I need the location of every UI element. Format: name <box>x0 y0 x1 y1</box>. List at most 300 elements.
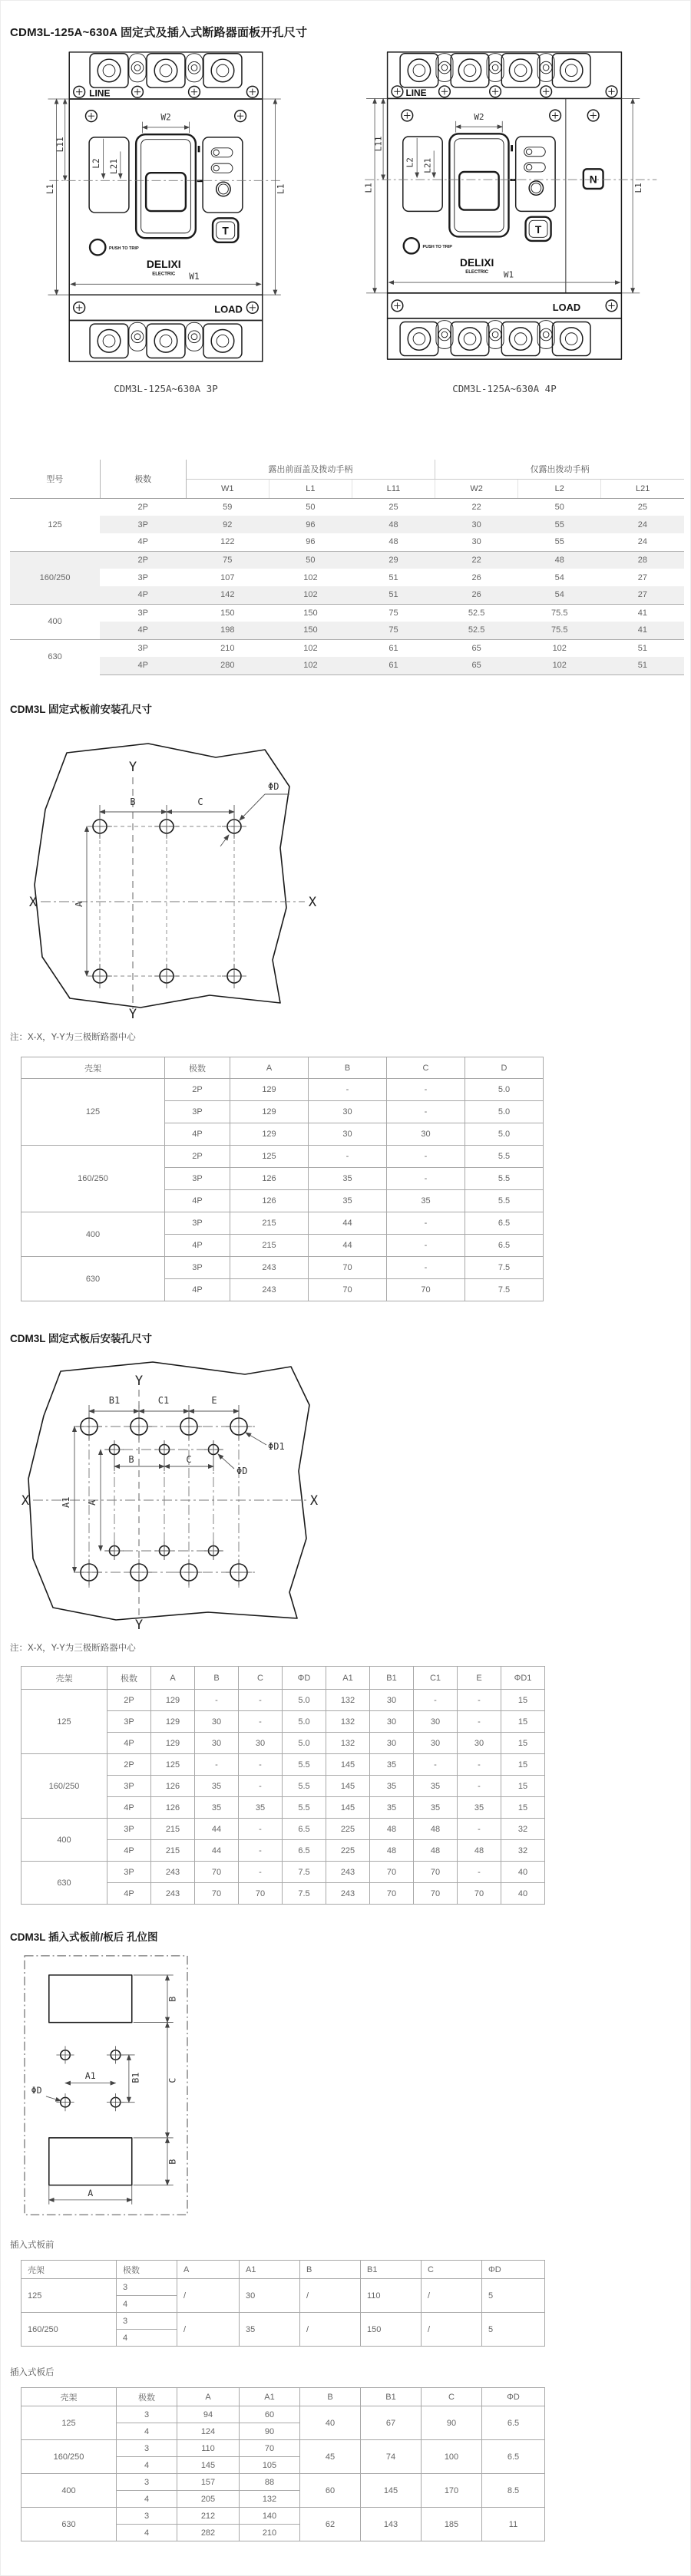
value-cell: 225 <box>326 1819 370 1840</box>
value-cell: 243 <box>151 1883 195 1905</box>
poles-cell: 3P <box>100 639 186 657</box>
poles-cell: 2P <box>137 502 148 512</box>
value-cell: 15 <box>501 1711 545 1733</box>
value-cell: 129 <box>230 1079 309 1101</box>
value-cell: / <box>177 2313 240 2347</box>
value-cell: 102 <box>518 639 601 657</box>
value-cell: 5.5 <box>465 1190 544 1212</box>
dim-a1: A1 <box>61 1496 71 1508</box>
value-cell: 32 <box>501 1819 545 1840</box>
value-cell: 94 <box>177 2406 240 2423</box>
value-cell: 5 <box>482 2313 545 2347</box>
value-cell: 5.0 <box>465 1079 544 1101</box>
axis-y-top: Y <box>128 760 137 775</box>
value-cell: 60 <box>300 2474 361 2508</box>
value-cell: 40 <box>300 2406 361 2440</box>
value-cell: 92 <box>186 516 269 533</box>
value-cell: 129 <box>151 1690 195 1711</box>
frame-cell: 160/250 <box>21 1146 165 1212</box>
dim-b1: B1 <box>130 2072 141 2083</box>
value-cell: 70 <box>309 1279 387 1301</box>
plugin-drawing <box>21 1953 191 2218</box>
value-cell: 48 <box>414 1819 458 1840</box>
value-cell: 129 <box>230 1101 309 1123</box>
value-cell: / <box>177 2279 240 2313</box>
value-cell: - <box>195 1754 239 1776</box>
value-cell: 30 <box>239 1733 283 1754</box>
value-cell: 54 <box>518 586 601 604</box>
dim-l2: L2 <box>91 158 102 169</box>
value-cell: 35 <box>458 1797 501 1819</box>
value-cell: 25 <box>637 502 648 512</box>
caption-3p: CDM3L-125A~630A 3P <box>114 383 218 394</box>
value-cell: 145 <box>326 1776 370 1797</box>
brand-sub: ELECTRIC <box>465 270 489 275</box>
value-cell: 110 <box>361 2279 422 2313</box>
dim-c1: C1 <box>157 1395 170 1406</box>
poles-cell: 4P <box>100 657 186 675</box>
dim-e: E <box>211 1395 217 1406</box>
value-cell: 6.5 <box>283 1840 326 1862</box>
table-row <box>21 1862 545 1883</box>
value-cell: 48 <box>370 1840 414 1862</box>
value-cell: 48 <box>370 1819 414 1840</box>
value-cell: 28 <box>601 551 684 569</box>
value-cell: 215 <box>151 1819 195 1840</box>
col-header: B1 <box>361 2388 422 2406</box>
dim-l1: L1 <box>45 183 55 194</box>
axis-y-bottom: Y <box>128 1007 137 1020</box>
value-cell: 70 <box>195 1862 239 1883</box>
col-header: C <box>422 2261 482 2279</box>
value-cell: 74 <box>361 2440 422 2474</box>
dim-l21: L21 <box>109 158 120 175</box>
value-cell: 210 <box>240 2525 300 2541</box>
value-cell: 5.5 <box>283 1776 326 1797</box>
poles-cell: 3 <box>117 2313 177 2330</box>
value-cell: / <box>422 2279 482 2313</box>
model-cell: 160/250 <box>10 551 100 604</box>
value-cell: 126 <box>230 1168 309 1190</box>
dim-a: A <box>88 2188 94 2199</box>
frame-cell: 400 <box>21 1212 165 1257</box>
value-cell: - <box>309 1146 387 1168</box>
poles-cell: 3 <box>117 2406 177 2423</box>
value-cell: 126 <box>151 1776 195 1797</box>
value-cell: 52.5 <box>435 604 518 622</box>
value-cell: - <box>387 1235 465 1257</box>
value-cell: 243 <box>230 1279 309 1301</box>
poles-cell: 4P <box>165 1235 230 1257</box>
col-group-handle: 仅露出拨动手柄 <box>435 460 684 479</box>
model-cell: 125 <box>10 498 100 551</box>
value-cell: 26 <box>435 586 518 604</box>
value-cell: 6.5 <box>465 1235 544 1257</box>
value-cell: 132 <box>240 2491 300 2508</box>
poles-cell: 4 <box>117 2457 177 2474</box>
value-cell: 61 <box>352 639 435 657</box>
table-row <box>21 2313 545 2330</box>
panel-cutout-table <box>10 460 684 675</box>
table-row <box>21 1667 545 1690</box>
value-cell: 40 <box>501 1862 545 1883</box>
value-cell: 70 <box>309 1257 387 1279</box>
t-button-label: T <box>222 224 229 237</box>
axis-y-bottom: Y <box>134 1618 144 1633</box>
value-cell: 70 <box>414 1862 458 1883</box>
frame-cell: 630 <box>21 2508 117 2541</box>
col-header-l1: L1 <box>269 479 352 498</box>
value-cell: 30 <box>309 1101 387 1123</box>
value-cell: 30 <box>240 2279 300 2313</box>
col-group-front: 露出前面盖及拨动手柄 <box>186 460 435 479</box>
poles-cell: 3 <box>117 2440 177 2457</box>
value-cell: 5.0 <box>283 1690 326 1711</box>
value-cell: 7.5 <box>283 1862 326 1883</box>
poles-cell: 4P <box>165 1279 230 1301</box>
value-cell: 35 <box>414 1776 458 1797</box>
value-cell: 5.5 <box>283 1754 326 1776</box>
value-cell: 30 <box>414 1733 458 1754</box>
poles-cell: 4 <box>117 2491 177 2508</box>
rear-mount-drawing <box>16 1350 323 1634</box>
table-row <box>21 1146 544 1168</box>
value-cell: - <box>387 1168 465 1190</box>
value-cell: 132 <box>326 1733 370 1754</box>
value-cell: 44 <box>309 1235 387 1257</box>
value-cell: 75 <box>186 551 269 569</box>
table-row <box>21 2406 545 2423</box>
poles-cell: 3P <box>165 1101 230 1123</box>
model-cell: 400 <box>10 604 100 639</box>
value-cell: 90 <box>240 2423 300 2440</box>
value-cell: 24 <box>601 516 684 533</box>
value-cell: 30 <box>195 1733 239 1754</box>
value-cell: 35 <box>195 1797 239 1819</box>
frame-cell: 160/250 <box>21 2313 117 2347</box>
axis-x-right: X <box>308 895 317 910</box>
value-cell: 44 <box>309 1212 387 1235</box>
value-cell: - <box>195 1690 239 1711</box>
col-header: C <box>239 1667 283 1690</box>
col-header: ΦD <box>482 2388 545 2406</box>
value-cell: 30 <box>309 1123 387 1146</box>
table-row <box>10 498 684 516</box>
value-cell: 70 <box>239 1883 283 1905</box>
load-label: LOAD <box>214 303 243 315</box>
value-cell: 30 <box>471 537 481 547</box>
table-row <box>21 2279 545 2296</box>
frame-cell: 160/250 <box>21 2440 117 2474</box>
poles-cell: 4 <box>117 2330 177 2347</box>
value-cell: 102 <box>303 572 318 582</box>
poles-cell: 4P <box>100 586 186 604</box>
value-cell: 129 <box>151 1711 195 1733</box>
value-cell: - <box>458 1776 501 1797</box>
value-cell: 143 <box>361 2508 422 2541</box>
value-cell: 11 <box>482 2508 545 2541</box>
axis-x-left: X <box>28 895 38 910</box>
dim-c: C <box>197 797 203 807</box>
poles-cell: 3P <box>107 1776 151 1797</box>
value-cell: 142 <box>186 586 269 604</box>
value-cell: 5 <box>482 2279 545 2313</box>
value-cell: 122 <box>220 537 235 547</box>
value-cell: 52.5 <box>435 622 518 639</box>
brand-logo: DELIXI <box>146 258 181 271</box>
value-cell: 125 <box>230 1146 309 1168</box>
poles-cell: 4P <box>100 622 186 639</box>
value-cell: 125 <box>151 1754 195 1776</box>
dim-a1: A1 <box>84 2070 96 2081</box>
poles-cell: 3P <box>107 1711 151 1733</box>
value-cell: 75.5 <box>518 622 601 639</box>
plugin-title: CDM3L 插入式板前/板后 孔位图 <box>10 1931 158 1943</box>
value-cell: 6.5 <box>482 2440 545 2474</box>
poles-cell: 4P <box>165 1190 230 1212</box>
value-cell: 150 <box>186 604 269 622</box>
table-row <box>10 516 684 533</box>
value-cell: 6.5 <box>482 2406 545 2440</box>
value-cell: 26 <box>471 572 481 582</box>
table-row <box>21 2508 545 2525</box>
value-cell: 51 <box>352 586 435 604</box>
value-cell: - <box>458 1862 501 1883</box>
table-row <box>21 1257 544 1279</box>
value-cell: 102 <box>518 657 601 675</box>
value-cell: 30 <box>370 1690 414 1711</box>
plugin-front-label: 插入式板前 <box>10 2241 55 2250</box>
dim-b-top: B <box>167 1996 178 2002</box>
value-cell: 35 <box>370 1797 414 1819</box>
col-header: A1 <box>240 2261 300 2279</box>
value-cell: 32 <box>501 1840 545 1862</box>
col-header: 壳架 <box>21 1057 165 1079</box>
col-header: C1 <box>414 1667 458 1690</box>
dim-w1: W1 <box>189 271 200 282</box>
col-header: 壳架 <box>21 2261 117 2279</box>
value-cell: 65 <box>435 657 518 675</box>
poles-cell: 3 <box>117 2474 177 2491</box>
value-cell: 15 <box>501 1733 545 1754</box>
value-cell: 65 <box>435 639 518 657</box>
value-cell: - <box>414 1690 458 1711</box>
value-cell: - <box>458 1754 501 1776</box>
col-header-l11: L11 <box>352 479 435 498</box>
value-cell: 5.5 <box>283 1797 326 1819</box>
value-cell: 44 <box>195 1840 239 1862</box>
value-cell: - <box>239 1862 283 1883</box>
poles-cell: 2P <box>100 551 186 569</box>
frame-cell: 400 <box>21 2474 117 2508</box>
value-cell: 22 <box>471 502 481 512</box>
t-button-label: T <box>534 223 542 236</box>
table-row <box>10 551 684 569</box>
value-cell: 51 <box>601 639 684 657</box>
rear-mount-note: 注：X-X，Y-Y为三极断路器中心 <box>10 1644 136 1653</box>
value-cell: 70 <box>370 1862 414 1883</box>
poles-cell: 3P <box>165 1212 230 1235</box>
poles-cell: 4 <box>117 2525 177 2541</box>
value-cell: - <box>239 1711 283 1733</box>
poles-cell: 4P <box>107 1733 151 1754</box>
front-mount-drawing <box>19 719 326 1020</box>
table-row <box>21 1057 544 1079</box>
value-cell: 8.5 <box>482 2474 545 2508</box>
value-cell: 243 <box>326 1883 370 1905</box>
value-cell: 67 <box>361 2406 422 2440</box>
dim-l1: L1 <box>363 183 374 193</box>
value-cell: 70 <box>414 1883 458 1905</box>
value-cell: 5.5 <box>465 1146 544 1168</box>
brand-logo: DELIXI <box>460 256 494 269</box>
dim-a: A <box>87 1499 98 1506</box>
value-cell: 75.5 <box>518 604 601 622</box>
col-header: A1 <box>240 2388 300 2406</box>
front-mount-table <box>21 1057 544 1301</box>
value-cell: 50 <box>554 502 564 512</box>
dim-w1: W1 <box>503 269 514 280</box>
value-cell: 75 <box>352 622 435 639</box>
table-row <box>10 569 684 586</box>
value-cell: 6.5 <box>465 1212 544 1235</box>
value-cell: 75 <box>352 604 435 622</box>
caption-4p: CDM3L-125A~630A 4P <box>452 383 557 394</box>
table-row <box>21 2388 545 2406</box>
poles-cell: 2P <box>107 1754 151 1776</box>
value-cell: 44 <box>195 1819 239 1840</box>
col-header: 壳架 <box>21 1667 107 1690</box>
col-header-model: 型号 <box>10 460 100 498</box>
push-to-trip-label: PUSH TO TRIP <box>422 245 452 250</box>
dim-l1-right: L1 <box>633 183 644 193</box>
value-cell: 129 <box>151 1733 195 1754</box>
rear-mount-title: CDM3L 固定式板后安装孔尺寸 <box>10 1333 153 1344</box>
value-cell: - <box>239 1819 283 1840</box>
dim-l21: L21 <box>422 157 433 173</box>
value-cell: 30 <box>370 1711 414 1733</box>
value-cell: 35 <box>239 1797 283 1819</box>
poles-cell: 2P <box>165 1079 230 1101</box>
table-row <box>21 1079 544 1101</box>
value-cell: 96 <box>269 516 352 533</box>
value-cell: 7.5 <box>465 1279 544 1301</box>
value-cell: 126 <box>230 1190 309 1212</box>
value-cell: - <box>387 1212 465 1235</box>
value-cell: 22 <box>435 551 518 569</box>
value-cell: 102 <box>269 586 352 604</box>
value-cell: 7.5 <box>465 1257 544 1279</box>
value-cell: 48 <box>458 1840 501 1862</box>
value-cell: 30 <box>370 1733 414 1754</box>
page-title: CDM3L-125A~630A 固定式及插入式断路器面板开孔尺寸 <box>10 26 308 39</box>
table-row <box>21 1754 545 1776</box>
dim-phid: ΦD <box>31 2085 42 2096</box>
dim-l11: L11 <box>373 136 384 152</box>
front-mount-title: CDM3L 固定式板前安装孔尺寸 <box>10 704 153 715</box>
col-header: A <box>177 2388 240 2406</box>
col-header: C <box>387 1057 465 1079</box>
value-cell: 48 <box>518 551 601 569</box>
value-cell: 243 <box>326 1862 370 1883</box>
value-cell: 88 <box>240 2474 300 2491</box>
dim-l2: L2 <box>405 157 415 168</box>
value-cell: 6.5 <box>283 1819 326 1840</box>
value-cell: 27 <box>601 586 684 604</box>
table-row <box>10 622 684 639</box>
table-row <box>10 604 684 622</box>
value-cell: 96 <box>306 537 316 547</box>
value-cell: - <box>387 1146 465 1168</box>
plugin-front-table <box>21 2260 545 2347</box>
value-cell: 145 <box>326 1797 370 1819</box>
col-header-w2: W2 <box>435 479 518 498</box>
col-header: 极数 <box>165 1057 230 1079</box>
value-cell: 145 <box>177 2457 240 2474</box>
col-header: ΦD <box>482 2261 545 2279</box>
value-cell: 243 <box>151 1862 195 1883</box>
value-cell: 35 <box>240 2313 300 2347</box>
value-cell: 243 <box>230 1257 309 1279</box>
col-header: 极数 <box>117 2388 177 2406</box>
value-cell: 62 <box>300 2508 361 2541</box>
value-cell: 129 <box>230 1123 309 1146</box>
value-cell: / <box>422 2313 482 2347</box>
value-cell: 55 <box>554 537 564 547</box>
value-cell: 280 <box>186 657 269 675</box>
value-cell: 60 <box>240 2406 300 2423</box>
poles-cell: 3P <box>137 572 148 582</box>
value-cell: 5.0 <box>283 1711 326 1733</box>
dim-b: B <box>130 797 136 807</box>
col-header: A1 <box>326 1667 370 1690</box>
value-cell: 5.0 <box>465 1123 544 1146</box>
line-label: LINE <box>89 87 111 99</box>
value-cell: 157 <box>177 2474 240 2491</box>
breaker-drawing-3p <box>24 42 308 363</box>
model-cell: 630 <box>10 639 100 675</box>
value-cell: 35 <box>309 1190 387 1212</box>
value-cell: - <box>309 1079 387 1101</box>
value-cell: 15 <box>501 1797 545 1819</box>
value-cell: 30 <box>387 1123 465 1146</box>
value-cell: / <box>300 2313 361 2347</box>
col-header: A <box>177 2261 240 2279</box>
value-cell: 210 <box>186 639 269 657</box>
poles-cell: 4 <box>117 2423 177 2440</box>
axis-x-right: X <box>309 1493 319 1509</box>
value-cell: 215 <box>151 1840 195 1862</box>
value-cell: 198 <box>186 622 269 639</box>
value-cell: 40 <box>501 1883 545 1905</box>
value-cell: 45 <box>300 2440 361 2474</box>
value-cell: 70 <box>387 1279 465 1301</box>
table-row <box>10 586 684 604</box>
value-cell: 170 <box>422 2474 482 2508</box>
line-label: LINE <box>405 87 427 98</box>
dim-phid: ΦD <box>268 781 279 792</box>
poles-cell: 2P <box>165 1146 230 1168</box>
value-cell: 5.0 <box>283 1733 326 1754</box>
table-row <box>21 2474 545 2491</box>
dim-b: B <box>128 1454 134 1465</box>
value-cell: - <box>458 1711 501 1733</box>
value-cell: 70 <box>458 1883 501 1905</box>
value-cell: - <box>387 1101 465 1123</box>
poles-cell: 4P <box>107 1883 151 1905</box>
value-cell: 225 <box>326 1840 370 1862</box>
col-header: D <box>465 1057 544 1079</box>
